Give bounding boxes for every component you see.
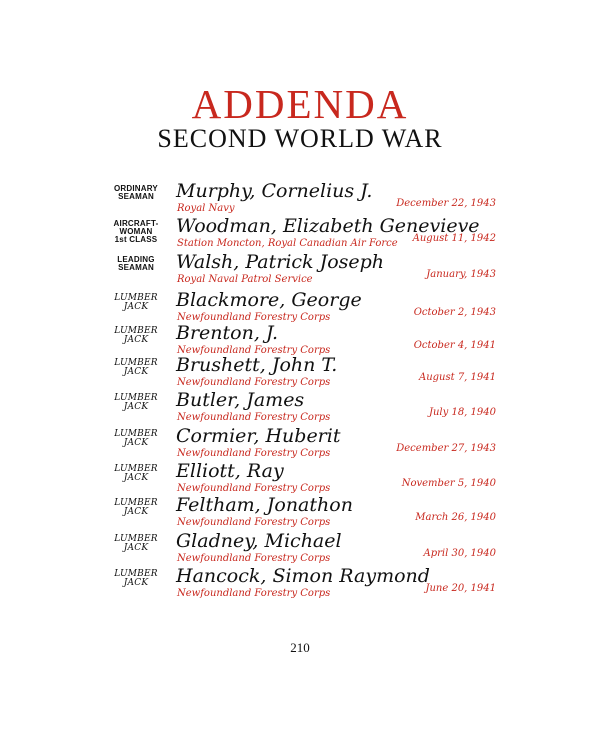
person-name: Murphy, Cornelius J. bbox=[176, 180, 373, 202]
service-unit: Royal Navy bbox=[177, 203, 235, 214]
list-item bbox=[0, 354, 600, 393]
person-name: Gladney, Michael bbox=[176, 530, 342, 552]
service-unit: Newfoundland Forestry Corps bbox=[177, 412, 331, 423]
service-unit: Newfoundland Forestry Corps bbox=[177, 588, 331, 599]
person-name: Brenton, J. bbox=[176, 322, 279, 344]
rank-label: ORDINARY SEAMAN bbox=[114, 184, 158, 201]
rank-label: LUMBER JACK bbox=[114, 429, 158, 448]
service-unit: Newfoundland Forestry Corps bbox=[177, 553, 331, 564]
rank-label: LUMBER JACK bbox=[114, 393, 158, 412]
service-unit: Station Moncton, Royal Canadian Air Force bbox=[177, 238, 398, 249]
list-item bbox=[0, 530, 600, 569]
service-unit: Newfoundland Forestry Corps bbox=[177, 517, 331, 528]
rank-label: LUMBER JACK bbox=[114, 358, 158, 377]
death-date: August 11, 1942 bbox=[412, 233, 496, 244]
person-name: Woodman, Elizabeth Genevieve bbox=[176, 215, 480, 237]
person-name: Brushett, John T. bbox=[176, 354, 338, 376]
person-name: Butler, James bbox=[176, 389, 305, 411]
service-unit: Newfoundland Forestry Corps bbox=[177, 483, 331, 494]
list-item bbox=[0, 251, 600, 290]
death-date: March 26, 1940 bbox=[415, 512, 496, 523]
service-unit: Newfoundland Forestry Corps bbox=[177, 377, 331, 388]
death-date: October 4, 1941 bbox=[413, 340, 496, 351]
rank-label: LUMBER JACK bbox=[114, 569, 158, 588]
list-item bbox=[0, 494, 600, 533]
page-subtitle: SECOND WORLD WAR bbox=[157, 124, 443, 153]
list-item bbox=[0, 565, 600, 604]
death-date: October 2, 1943 bbox=[413, 307, 496, 318]
person-name: Cormier, Huberit bbox=[176, 425, 341, 447]
service-unit: Newfoundland Forestry Corps bbox=[177, 312, 331, 323]
service-unit: Royal Naval Patrol Service bbox=[177, 274, 313, 285]
person-name: Hancock, Simon Raymond bbox=[176, 565, 430, 587]
rank-label: LUMBER JACK bbox=[114, 534, 158, 553]
rank-label: LUMBER JACK bbox=[114, 326, 158, 345]
rank-label: AIRCRAFT- WOMAN 1st CLASS bbox=[113, 219, 159, 244]
page-number: 210 bbox=[290, 640, 310, 655]
person-name: Blackmore, George bbox=[176, 289, 362, 311]
death-date: November 5, 1940 bbox=[401, 478, 496, 489]
death-date: December 22, 1943 bbox=[396, 198, 496, 209]
rank-label: LUMBER JACK bbox=[114, 498, 158, 517]
person-name: Walsh, Patrick Joseph bbox=[176, 251, 385, 273]
list-item bbox=[0, 289, 600, 328]
death-date: August 7, 1941 bbox=[418, 372, 496, 383]
death-date: December 27, 1943 bbox=[396, 443, 496, 454]
rank-label: LEADING SEAMAN bbox=[117, 255, 155, 272]
death-date: June 20, 1941 bbox=[425, 583, 496, 594]
person-name: Elliott, Ray bbox=[176, 460, 284, 482]
list-item bbox=[0, 425, 600, 464]
list-item bbox=[0, 215, 600, 254]
rank-label: LUMBER JACK bbox=[114, 293, 158, 312]
death-date: July 18, 1940 bbox=[428, 407, 496, 418]
service-unit: Newfoundland Forestry Corps bbox=[177, 448, 331, 459]
death-date: April 30, 1940 bbox=[423, 548, 496, 559]
person-name: Feltham, Jonathon bbox=[176, 494, 353, 516]
rank-label: LUMBER JACK bbox=[114, 464, 158, 483]
death-date: January, 1943 bbox=[426, 269, 496, 280]
list-item bbox=[0, 389, 600, 428]
service-unit: Newfoundland Forestry Corps bbox=[177, 345, 331, 356]
page-title: ADDENDA bbox=[191, 81, 409, 127]
list-item bbox=[0, 180, 600, 219]
